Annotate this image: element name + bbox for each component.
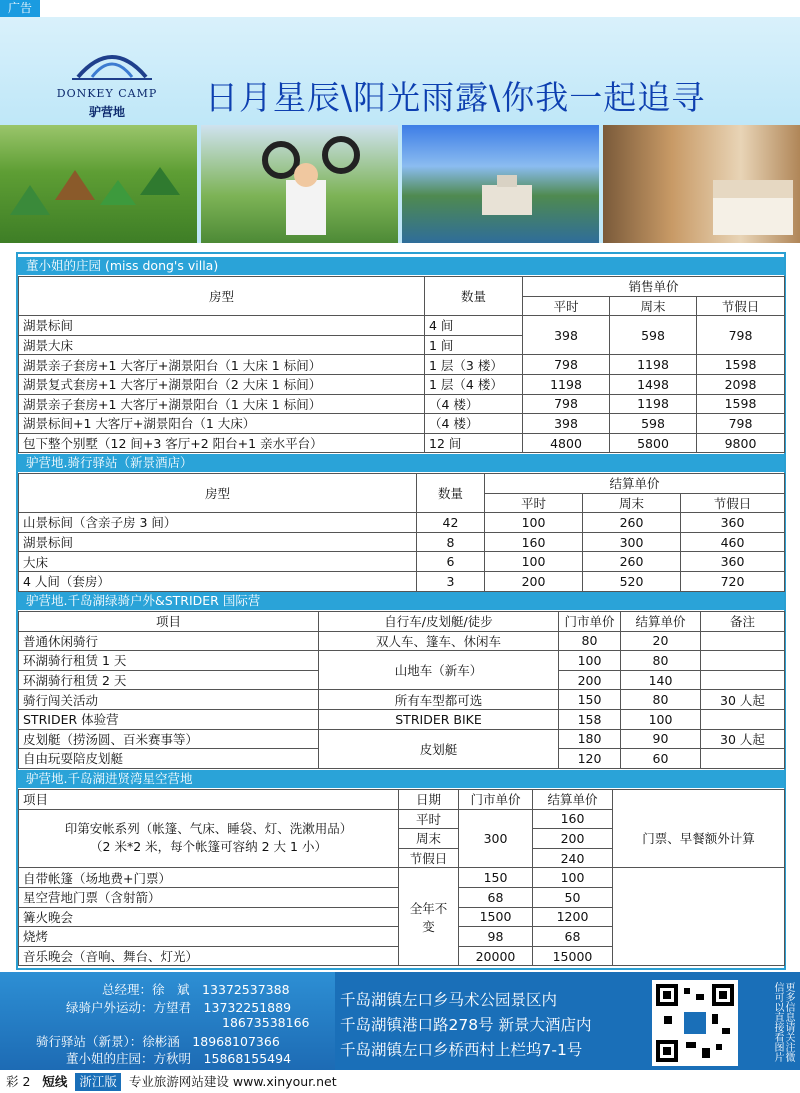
- page-number: 彩 2: [6, 1074, 31, 1089]
- address-line: 千岛湖镇左口乡马术公园景区内: [340, 991, 558, 1009]
- photo-tents: [0, 125, 197, 243]
- table-row: 包下整个别墅（12 间+3 客厅+2 阳台+1 亲水平台） 12 间 4800 5800 9800: [19, 433, 785, 453]
- section-label: 短线: [42, 1074, 68, 1089]
- qr-caption: 更多信息请关注微信可以直接看图片: [772, 982, 794, 1062]
- contact-row: 总经理：徐 斌 13372537388: [102, 982, 290, 997]
- table-row: 湖景亲子套房+1 大客厅+湖景阳台（1 大床 1 标间） （4 楼） 798 1198 1598: [19, 394, 785, 414]
- col-header-weekend: 周末: [610, 296, 697, 316]
- house-illustration: [402, 125, 599, 243]
- contact-row: 绿骑户外运动：方望君 13732251889: [66, 1000, 292, 1015]
- table-row: 湖景复式套房+1 大客厅+湖景阳台（2 大床 1 标间） 1 层（4 楼） 1198 1498 2098: [19, 374, 785, 394]
- tent-logo-icon: [72, 37, 152, 81]
- address-line: 千岛湖镇港口路278号 新景大酒店内: [340, 1016, 592, 1034]
- table-row: 普通休闲骑行 双人车、篷车、休闲车 80 20: [19, 631, 785, 651]
- col-header-price: 销售单价: [523, 277, 785, 297]
- villa-table: [18, 276, 785, 453]
- table-row: STRIDER 体验营 STRIDER BIKE 158 100: [19, 709, 785, 729]
- cycling-section-title: 驴营地.千岛湖绿骑户外&STRIDER 国际营: [18, 592, 784, 610]
- slogan: 日月星辰\阳光雨露\你我一起追寻: [205, 78, 706, 117]
- photo-strip: [0, 125, 800, 243]
- table-row: 4 人间（套房） 3 200 520 720: [19, 571, 785, 591]
- table-row: 湖景标间+1 大客厅+湖景阳台（1 大床） （4 楼） 398 598 798: [19, 414, 785, 434]
- table-row: 环湖骑行租赁 2 天 200 140: [19, 670, 785, 690]
- bike-illustration: [201, 125, 398, 243]
- contact-row: 董小姐的庄园：方秋明 15868155494: [66, 1051, 292, 1066]
- col-header-holiday: 节假日: [697, 296, 785, 316]
- camp-section-title: 驴营地.千岛湖进贤湾星空营地: [18, 770, 784, 788]
- camp-table: 项目 日期 门市单价 结算单价 印第安帐系列（帐篷、气床、睡袋、灯、洗漱用品） （2 米*2 米，每个帐篷可容纳 2 大 1 小） 平时 300 160 门票、早餐额外计算 周末 200 节假日 240 自带帐篷（场地费+门票） 全年不变 150 100 星空营地门票（含射箭） 68 50 篝火晚会 1500 1200 烧烤 98 68 音乐晚会（音响、舞台、灯光） 20000 15000: [18, 789, 785, 966]
- col-header-weekday: 平时: [523, 296, 610, 316]
- hotel-section-title: 驴营地.骑行驿站（新景酒店）: [18, 454, 784, 472]
- logo-english: DONKEY CAMP: [56, 87, 158, 100]
- col-header-room: 房型: [19, 277, 425, 316]
- hotel-table: 房型 数量 结算单价 平时 周末 节假日 山景标间（含亲子房 3 间） 42 100 260 360 湖景标间 8 160 300 460 大床 6 100 260 360 4 人间（套房） 3 200 520 720: [18, 473, 785, 592]
- table-row: 骑行闯关活动 所有车型都可选 150 80 30 人起: [19, 690, 785, 710]
- table-row: 环湖骑行租赁 1 天 山地车（新车） 100 80: [19, 651, 785, 671]
- table-row: 湖景标间 8 160 300 460: [19, 532, 785, 552]
- brand-logo: [42, 37, 172, 137]
- address-line: 千岛湖镇左口乡桥西村上栏坞7-1号: [340, 1041, 583, 1059]
- table-row: 湖景标间 4 间 398 598 798: [19, 316, 785, 336]
- page-footer-bar: [0, 1070, 800, 1093]
- bed-illustration: [603, 125, 800, 243]
- contact-row: 骑行驿站（新景）：徐彬涵 18968107366: [36, 1034, 280, 1049]
- region-tag: 浙江版: [75, 1073, 121, 1091]
- table-row: 篝火晚会 1500 1200: [19, 907, 785, 927]
- table-row: 大床 6 100 260 360: [19, 552, 785, 572]
- photo-kid-bike: [201, 125, 398, 243]
- qr-code-icon: [652, 980, 738, 1066]
- ad-label: 广告: [0, 0, 40, 17]
- tents-illustration: [0, 125, 197, 243]
- photo-bedroom: [603, 125, 800, 243]
- table-row: 烧烤 98 68: [19, 927, 785, 947]
- cycling-table: 项目 自行车/皮划艇/徒步 门市单价 结算单价 备注 普通休闲骑行 双人车、篷车、休闲车 80 20 环湖骑行租赁 1 天 山地车（新车） 100 80 环湖骑行租赁 2 天 200 140 骑行闯关活动 所有车型都可选 150 80 30 人起 STRIDER 体验营 STRIDER BIKE 158 100 皮划艇（捞汤圆、百米赛事等） 皮划艇 180 90 30 人起 自由玩耍陪皮划艇 120 60: [18, 611, 785, 769]
- villa-section-title: 董小姐的庄园 (miss dong's villa): [18, 257, 784, 275]
- table-row: 湖景亲子套房+1 大客厅+湖景阳台（1 大床 1 标间） 1 层（3 楼） 798 1198 1598: [19, 355, 785, 375]
- tent-item: 印第安帐系列（帐篷、气床、睡袋、灯、洗漱用品） （2 米*2 米，每个帐篷可容纳 2 大 1 小）: [19, 809, 399, 868]
- qr-pattern: [656, 984, 734, 1062]
- table-row: 自带帐篷（场地费+门票） 全年不变 150 100: [19, 868, 785, 888]
- photo-lake-house: [402, 125, 599, 243]
- table-row: 自由玩耍陪皮划艇 120 60: [19, 749, 785, 769]
- logo-chinese: 驴营地: [88, 105, 125, 119]
- table-row: 星空营地门票（含射箭） 68 50: [19, 887, 785, 907]
- header-banner: [0, 17, 800, 125]
- table-row: 湖景大床 1 间: [19, 335, 785, 355]
- table-row: 音乐晚会（音响、舞台、灯光） 20000 15000: [19, 946, 785, 966]
- table-row: 皮划艇（捞汤圆、百米赛事等） 皮划艇 180 90 30 人起: [19, 729, 785, 749]
- contact-row: 18673538166: [222, 1015, 310, 1030]
- table-row: 山景标间（含亲子房 3 间） 42 100 260 360: [19, 513, 785, 533]
- col-header-qty: 数量: [425, 277, 523, 316]
- price-panel: [16, 252, 786, 970]
- footer-slogan: 专业旅游网站建设 www.xinyour.net: [128, 1074, 337, 1089]
